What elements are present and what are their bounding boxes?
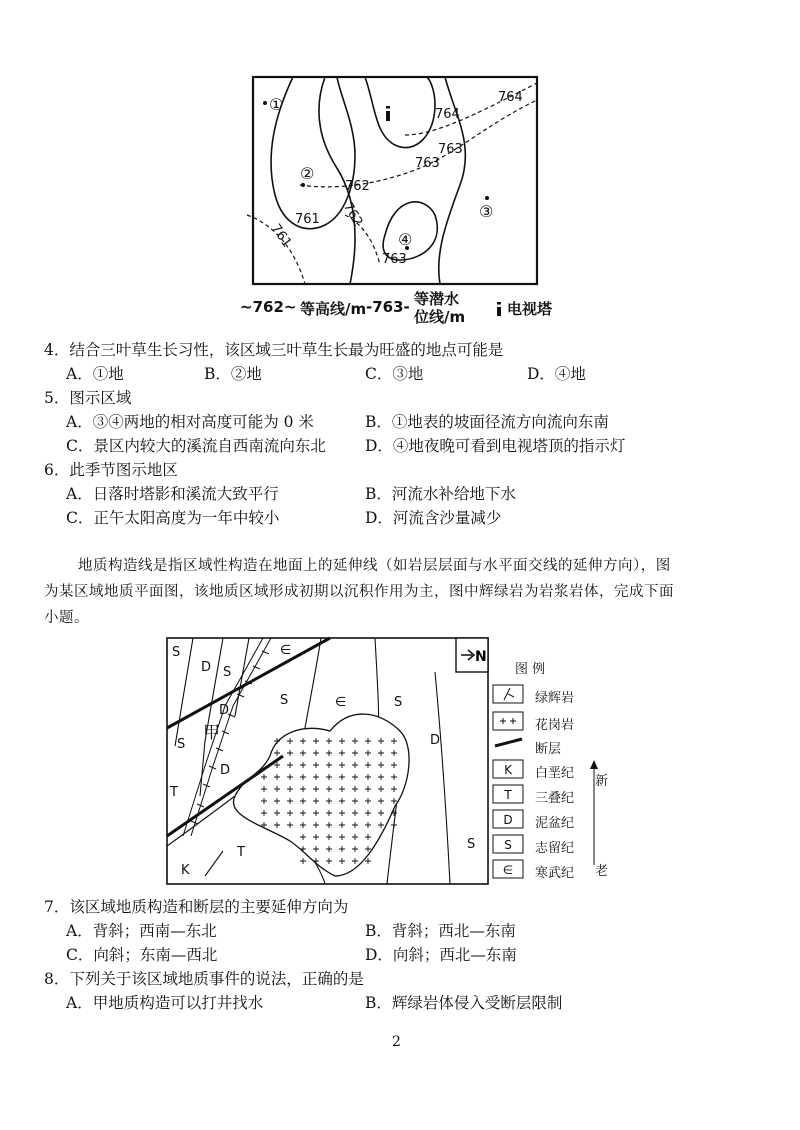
contour-label: 762 xyxy=(345,179,370,194)
q6-option-c: C．正午太阳高度为一年中较小 xyxy=(66,509,280,527)
geologic-map xyxy=(165,636,490,886)
svg-text:D: D xyxy=(430,733,441,748)
point-label: ④ xyxy=(398,230,413,249)
q5-option-a: A．③④两地的相对高度可能为 0 米 xyxy=(66,413,314,431)
granite-cross xyxy=(391,822,397,828)
age-old-label: 老 xyxy=(595,864,609,879)
legend-contour-sample: ~762~ xyxy=(240,298,297,316)
contour-label: 764 xyxy=(435,107,460,122)
legend-water-label xyxy=(414,290,465,326)
granite-intrusion xyxy=(233,714,409,876)
age-new-label: 新 xyxy=(595,774,609,789)
legend-cretaceous: 白垩纪 xyxy=(535,766,575,781)
svg-text:S: S xyxy=(172,645,181,660)
legend-cambrian: 寒武纪 xyxy=(535,866,575,881)
q7-option-c: C．向斜；东南—西北 xyxy=(66,946,218,964)
contour-label: 763 xyxy=(438,142,463,157)
contour-label: 762 xyxy=(339,200,366,230)
svg-text:∈: ∈ xyxy=(502,863,514,877)
q5-stem: 5．图示区域 xyxy=(44,389,132,407)
north-label: N xyxy=(475,649,487,665)
legend-fault: 断层 xyxy=(535,742,562,757)
stratum-boundary xyxy=(205,851,223,876)
passage-line-3: 小题。 xyxy=(44,610,89,626)
q6-stem: 6．此季节图示地区 xyxy=(44,461,178,479)
svg-text:∈: ∈ xyxy=(280,643,292,658)
svg-text:S: S xyxy=(280,693,289,708)
point-label: ① xyxy=(269,95,284,114)
q7-option-b: B．背斜；西北—东南 xyxy=(365,922,516,940)
svg-text:S: S xyxy=(504,838,512,852)
legend-triassic: 三叠纪 xyxy=(535,791,575,806)
passage-line-2: 为某区域地质平面图，该地质区域形成初期以沉积作用为主，图中辉绿岩为岩浆岩体，完成下面 xyxy=(44,584,674,600)
svg-text:D: D xyxy=(201,660,212,675)
svg-text:S: S xyxy=(177,737,186,752)
page-number: 2 xyxy=(392,1034,401,1050)
q4-stem: 4．结合三叶草生长习性，该区域三叶草生长最为旺盛的地点可能是 xyxy=(44,341,504,359)
q4-option-b: B．②地 xyxy=(204,365,262,383)
q5-option-c: C．景区内较大的溪流自西南流向东北 xyxy=(66,437,326,455)
q5-option-d: D．④地夜晚可看到电视塔顶的指示灯 xyxy=(365,437,626,455)
svg-text:K: K xyxy=(504,763,512,777)
q4-option-c: C．③地 xyxy=(365,365,424,383)
contour-map xyxy=(245,75,545,290)
point-marker xyxy=(485,196,489,200)
svg-text:∈: ∈ xyxy=(335,695,347,710)
legend-water-sample: -763- xyxy=(366,298,410,316)
q4-option-a: A．①地 xyxy=(66,365,124,383)
granite-cross xyxy=(365,858,371,864)
q6-option-d: D．河流含沙量减少 xyxy=(365,509,502,527)
contour-label: 761 xyxy=(267,221,295,251)
q7-stem: 7．该区域地质构造和断层的主要延伸方向为 xyxy=(44,898,349,916)
legend-contour-label: 等高线/m xyxy=(300,300,367,318)
legend-title: 图 例 xyxy=(515,662,546,677)
stratum-boundary xyxy=(435,672,450,884)
point-label: ② xyxy=(300,164,315,183)
q6-option-a: A．日落时塔影和溪流大致平行 xyxy=(66,485,279,503)
svg-text:S: S xyxy=(467,837,476,852)
q8-option-b: B．辉绿岩体侵入受断层限制 xyxy=(365,994,563,1012)
legend-tower-label: 电视塔 xyxy=(507,300,553,318)
svg-text:S: S xyxy=(394,695,403,710)
point-marker xyxy=(301,183,305,187)
legend-granite: 花岗岩 xyxy=(535,718,575,733)
legend-water-label-2: 位线/m xyxy=(414,308,466,326)
svg-text:T: T xyxy=(504,788,512,802)
q5-option-b: B．①地表的坡面径流方向流向东南 xyxy=(365,413,609,431)
passage-line-1: 地质构造线是指区域性构造在地面上的延伸线（如岩层层面与水平面交线的延伸方向），图 xyxy=(78,558,671,574)
geo-legend-symbols xyxy=(492,684,532,884)
tv-tower-icon xyxy=(495,302,503,316)
q6-option-b: B．河流水补给地下水 xyxy=(365,485,516,503)
svg-text:D: D xyxy=(503,813,513,827)
point-marker xyxy=(263,101,267,105)
contour-label: 763 xyxy=(382,252,407,267)
svg-text:D: D xyxy=(220,763,231,778)
legend-water-label-1: 等潜水 xyxy=(414,290,460,308)
svg-text:D: D xyxy=(219,703,230,718)
q7-option-d: D．向斜；西北—东南 xyxy=(365,946,517,964)
point-label: ③ xyxy=(479,202,494,221)
svg-text:T: T xyxy=(170,785,178,800)
legend-diabase: 绿辉岩 xyxy=(535,691,575,706)
granite-cross xyxy=(300,858,306,864)
q8-option-a: A．甲地质构造可以打井找水 xyxy=(66,994,264,1012)
q8-stem: 8．下列关于该区域地质事件的说法，正确的是 xyxy=(44,970,364,988)
svg-text:T: T xyxy=(237,845,245,860)
legend-silurian: 志留纪 xyxy=(535,841,575,856)
tv-tower-icon xyxy=(386,106,390,121)
svg-text:S: S xyxy=(223,665,232,680)
svg-text:甲: 甲 xyxy=(203,723,220,743)
contour-line xyxy=(365,77,435,148)
contour-label: 764 xyxy=(498,90,523,105)
svg-text:K: K xyxy=(181,863,190,878)
q7-option-a: A．背斜；西南—东北 xyxy=(66,922,217,940)
stratum-boundary xyxy=(235,638,249,716)
legend-devonian: 泥盆纪 xyxy=(535,816,575,831)
contour-label: 761 xyxy=(295,212,320,227)
contour-label: 763 xyxy=(415,156,440,171)
q4-option-d: D．④地 xyxy=(527,365,586,383)
